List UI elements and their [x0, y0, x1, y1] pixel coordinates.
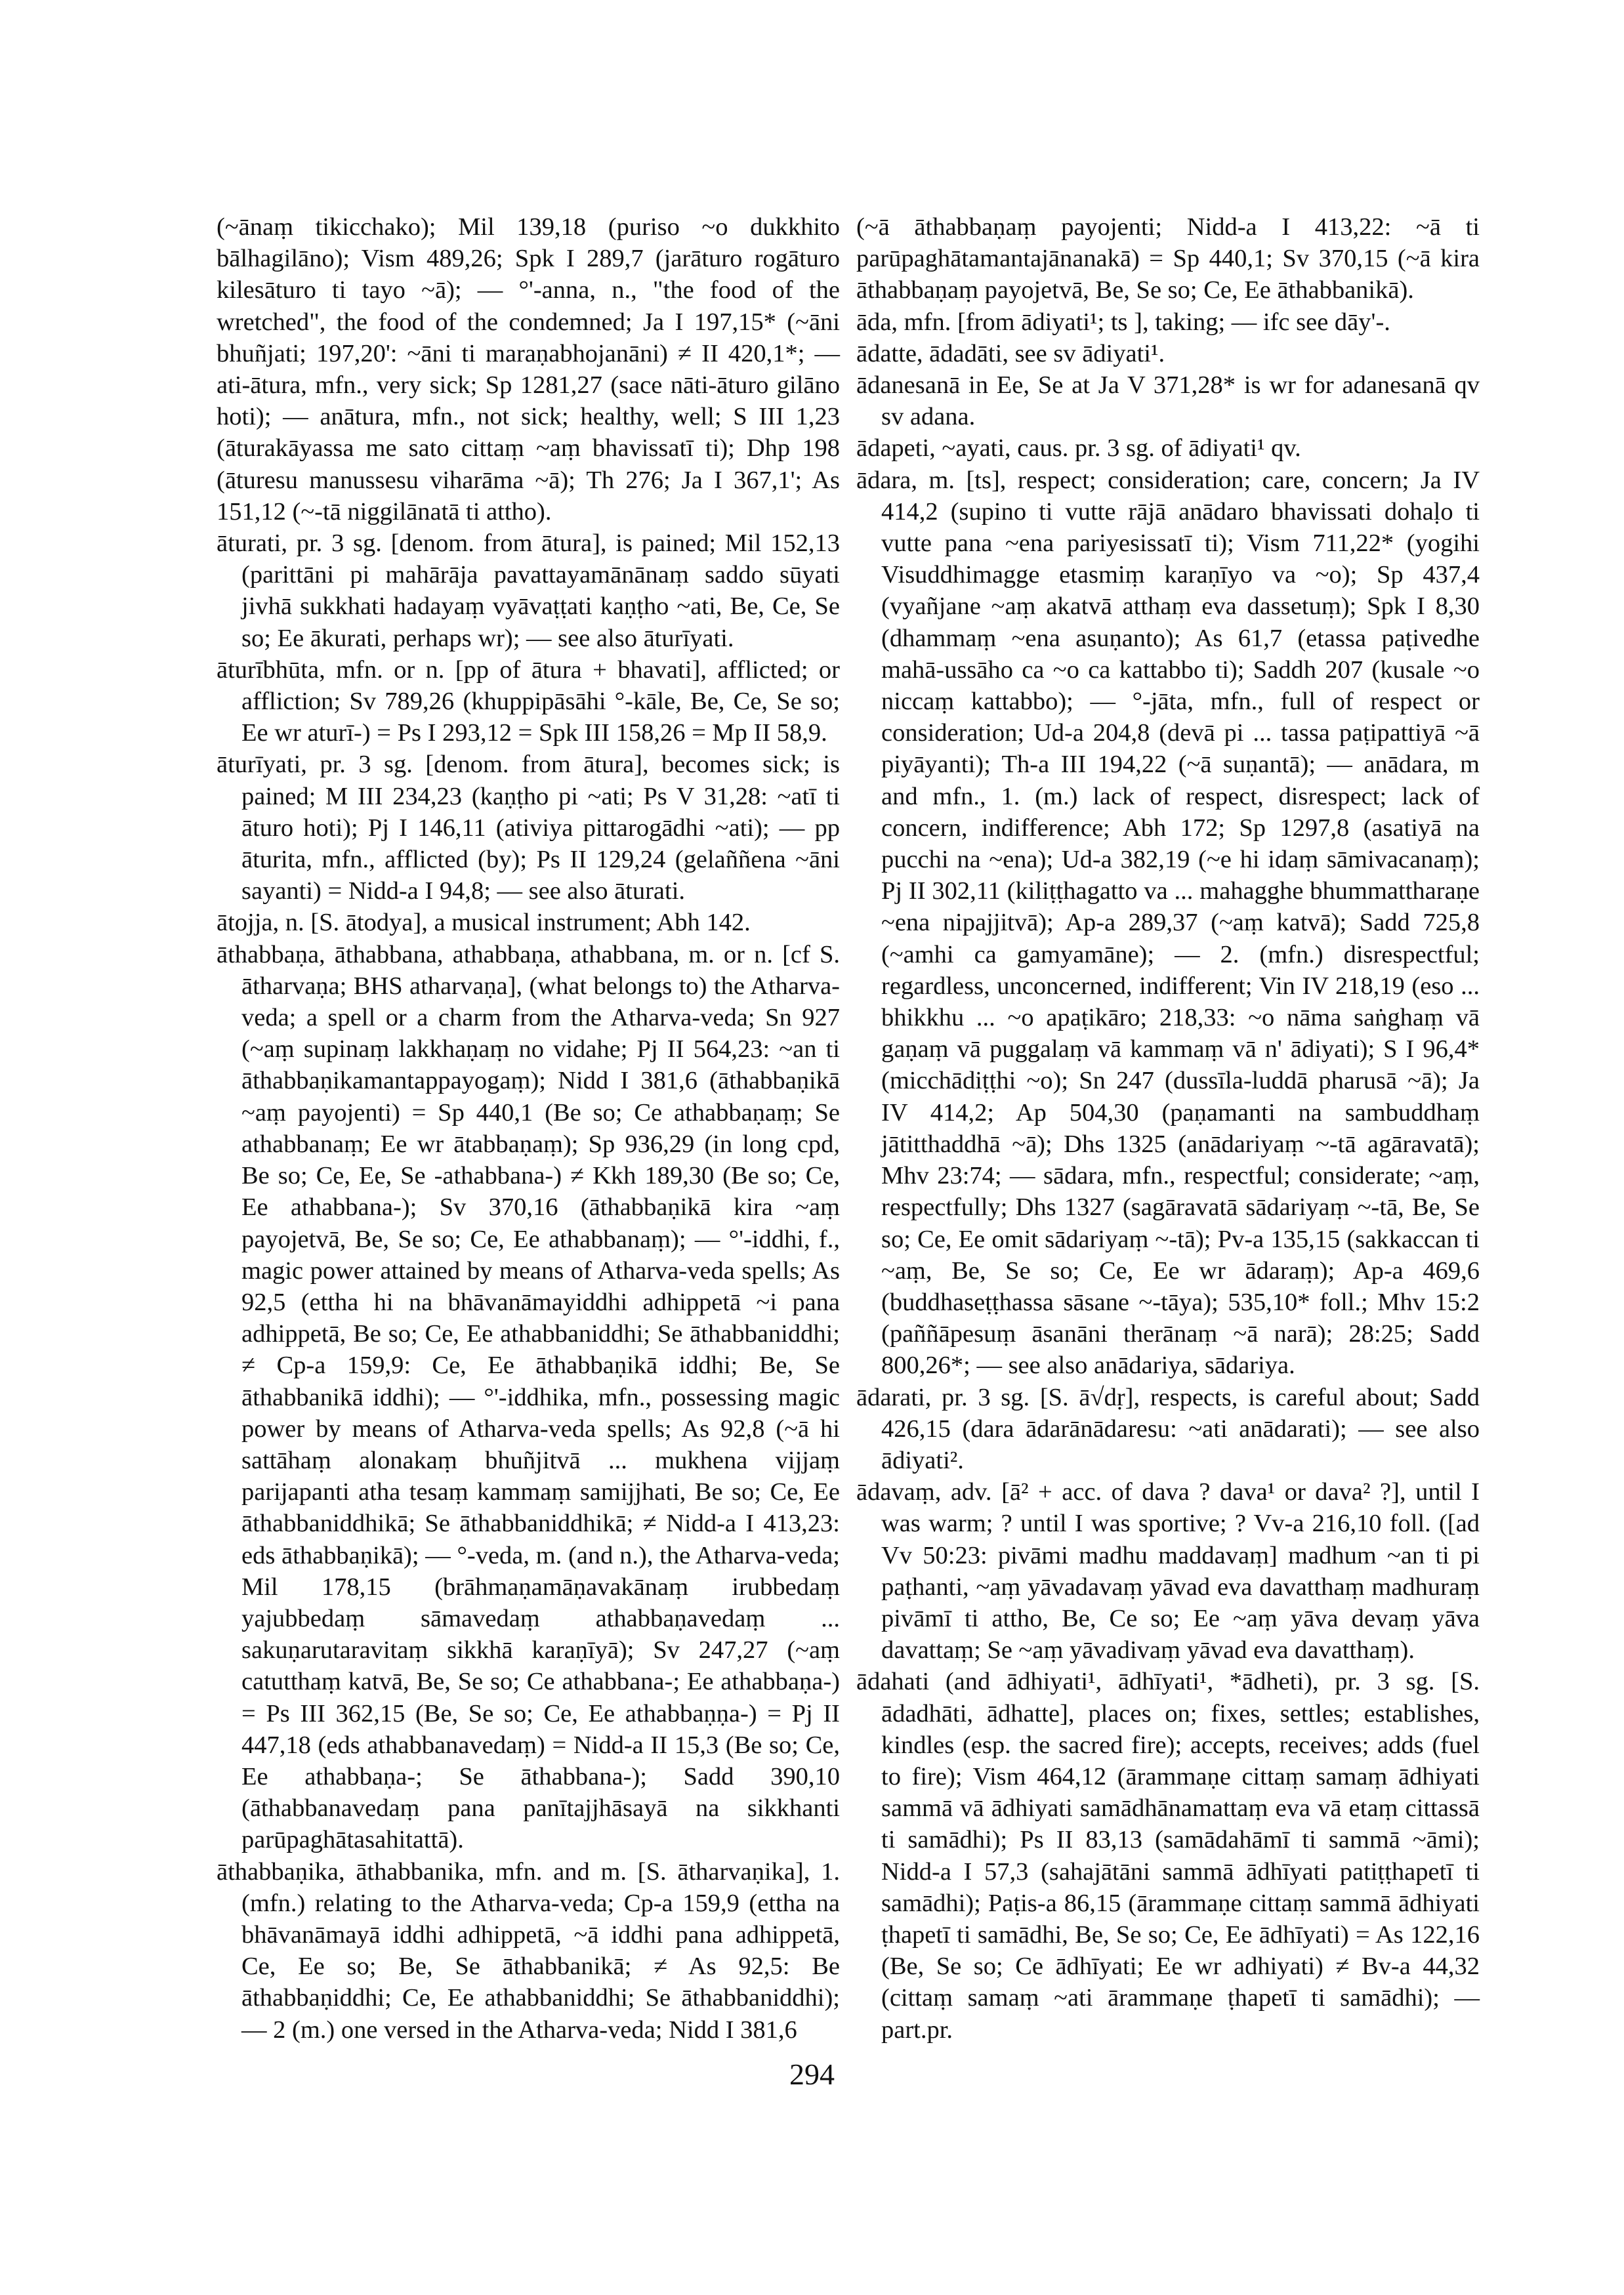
right-column — [856, 211, 1480, 2046]
page-number: 294 — [789, 2057, 835, 2091]
dictionary-entry: ādatte, ādadāti, see sv ādiyati¹. — [856, 339, 1165, 367]
dictionary-entry-continuation: (~ā āthabbaṇaṃ payojenti; Nidd-a I 413,22: ~ā ti parūpaghātamantajānanakā) = Sp 440,1; Sv 370,15 (~ā kira āthabbaṇaṃ payojetvā, Be, Se so; Ce, Ee āthabbanikā). — [856, 213, 1480, 304]
dictionary-entry: ādavaṃ, adv. [ā² + acc. of dava ? dava¹ or dava² ?], until I was warm; ? until I was sportive; ? Vv-a 216,10 foll. ([ad Vv 50:23: pivāmi madhu maddavaṃ] madhum ~an ti pi paṭhanti, ~aṃ yāvadavaṃ yāvad eva davatthaṃ madhuraṃ pivāmī ti attho, Be, Ce so; Ee ~aṃ yāva devaṃ yāva davattaṃ; Se ~aṃ yāvadivaṃ yāvad eva davatthaṃ). — [856, 1478, 1480, 1664]
dictionary-entry: ādanesanā in Ee, Se at Ja V 371,28* is wr for adanesanā qv sv adana. — [856, 371, 1480, 431]
dictionary-entry: āthabbaṇa, āthabbana, athabbaṇa, athabbana, m. or n. [cf S. ātharvaṇa; BHS atharvaṇa], (what belongs to) the Atharva-veda; a spell or a charm from the Atharva-veda; Sn 927 (~aṃ supinaṃ lakkhaṇaṃ no vidahe; Pj II 564,23: ~an ti āthabbaṇikamantappayogaṃ); Nidd I 381,6 (āthabbaṇikā ~aṃ payojenti) = Sp 440,1 (Be so; Ce athabbaṇaṃ; Se athabbanaṃ; Ee wr ātabbaṇaṃ); Sp 936,29 (in long cpd, Be so; Ce, Ee, Se -athabbana-) ≠ Kkh 189,30 (Be so; Ce, Ee athabbana-); Sv 370,16 (āthabbaṇikā kira ~aṃ payojetvā, Be, Se so; Ce, Ee athabbanaṃ); — °'-iddhi, f., magic power attained by means of Atharva-veda spells; As 92,5 (ettha hi na bhāvanāmayiddhi adhippetā ~i pana adhippetā, Be so; Ce, Ee athabbaniddhi; Se āthabbaniddhi; ≠ Cp-a 159,9: Ce, Ee āthabbaṇikā iddhi; Be, Se āthabbanikā iddhi); — °'-iddhika, mfn., possessing magic power by means of Atharva-veda spells; As 92,8 (~ā hi sattāhaṃ alonakaṃ bhuñjitvā ... mukhena vijjaṃ parijapanti atha tesaṃ kammaṃ samijjhati, Be so; Ce, Ee āthabbaniddhikā; Se āthabbaniddhikā; ≠ Nidd-a I 413,23: eds āthabbaṇikā); — °-veda, m. (and n.), the Atharva-veda; Mil 178,15 (brāhmaṇamāṇavakānaṃ irubbedaṃ yajubbedaṃ sāmavedaṃ athabbaṇavedaṃ ... sakuṇarutaravitaṃ sikkhā karaṇīyā); Sv 247,27 (~aṃ catutthaṃ katvā, Be, Se so; Ce athabbana-; Ee athabbaṇa-) = Ps III 362,15 (Be, Se so; Ce, Ee athabbaṇṇa-) = Pj II 447,18 (eds athabbanavedaṃ) = Nidd-a II 15,3 (Be so; Ce, Ee athabbaṇa-; Se āthabbana-); Sadd 390,10 (āthabbanavedaṃ pana panītajjhāsayā na sikkhanti parūpaghātasahitattā). — [217, 940, 840, 1854]
left-column — [217, 211, 840, 2046]
dictionary-entry-continuation: (~ānaṃ tikicchako); Mil 139,18 (puriso ~o dukkhito bālhagilāno); Vism 489,26; Spk I 289,7 (jarāturo rogāturo kilesāturo ti tayo ~ā); — °'-anna, n., "the food of the wretched", the food of the condemned; Ja I 197,15* (~āni bhuñjati; 197,20': ~āni ti maraṇabhojanāni) ≠ II 420,1*; — ati-ātura, mfn., very sick; Sp 1281,27 (sace nāti-āturo gilāno hoti); — anātura, mfn., not sick; healthy, well; S III 1,23 (āturakāyassa me sato cittaṃ ~aṃ bhavissatī ti); Dhp 198 (āturesu manussesu viharāma ~ā); Th 276; Ja I 367,1'; As 151,12 (~-tā niggilānatā ti attho). — [217, 213, 840, 526]
dictionary-entry: āda, mfn. [from ādiyati¹; ts ], taking; — ifc see dāy'-. — [856, 308, 1390, 336]
dictionary-entry: ādarati, pr. 3 sg. [S. ā√dṛ], respects, is careful about; Sadd 426,15 (dara ādarānādaresu: ~ati anādarati); — see also ādiyati². — [856, 1383, 1480, 1474]
dictionary-entry: āturati, pr. 3 sg. [denom. from ātura], is pained; Mil 152,13 (parittāni pi mahārāja pavattayamānānaṃ saddo sūyati jivhā sukkhati hadayaṃ vyāvaṭṭati kaṇṭho ~ati, Be, Ce, Se so; Ee ākurati, perhaps wr); — see also āturīyati. — [217, 529, 840, 652]
dictionary-entry: ādahati (and ādhiyati¹, ādhīyati¹, *ādheti), pr. 3 sg. [S. ādadhāti, ādhatte], places on; fixes, settles; establishes, kindles (esp. the sacred fire); accepts, receives; adds (fuel to fire); Vism 464,12 (ārammaṇe cittaṃ samaṃ ādhiyati sammā vā ādhiyati samādhānamattaṃ eva vā etaṃ cittassā ti samādhi); Ps II 83,13 (samādahāmī ti sammā ~āmi); Nidd-a I 57,3 (sahajātāni sammā ādhīyati patiṭṭhapetī ti samādhi); Paṭis-a 86,15 (ārammaṇe cittaṃ sammā ādhiyati ṭhapetī ti samādhi, Be, Se so; Ce, Ee ādhīyati) = As 122,16 (Be, Se so; Ce ādhīyati; Ee wr adhiyati) ≠ Bv-a 44,32 (cittaṃ samaṃ ~ati ārammaṇe ṭhapetī ti samādhi); — part.pr. — [856, 1668, 1480, 2044]
dictionary-entry: āthabbaṇika, āthabbanika, mfn. and m. [S. ātharvaṇika], 1. (mfn.) relating to the Atharva-veda; Cp-a 159,9 (ettha na bhāvanāmayā iddhi adhippetā, ~ā iddhi pana adhippetā, Ce, Ee so; Be, Se āthabbanikā; ≠ As 92,5: Be āthabbaṇiddhi; Ce, Ee athabbaniddhi; Se āthabbaniddhi); — 2 (m.) one versed in the Atharva-veda; Nidd I 381,6 — [217, 1857, 840, 2044]
dictionary-entry: āturīyati, pr. 3 sg. [denom. from ātura], becomes sick; is pained; M III 234,23 (kaṇṭho pi ~ati; Ps V 31,28: ~atī ti āturo hoti); Pj I 146,11 (ativiya pittarogādhi ~ati); — pp āturita, mfn., afflicted (by); Ps II 129,24 (gelaññena ~āni sayanti) = Nidd-a I 94,8; — see also āturati. — [217, 751, 840, 905]
dictionary-entry: ātojja, n. [S. ātodya], a musical instrument; Abh 142. — [217, 909, 751, 937]
dictionary-entry: ādapeti, ~ayati, caus. pr. 3 sg. of ādiyati¹ qv. — [856, 434, 1301, 463]
dictionary-entry: ādara, m. [ts], respect; consideration; care, concern; Ja IV 414,2 (supino ti vutte rājā anādaro bhavissati dohaḷo ti vutte pana ~ena pariyesissatī ti); Vism 711,22* (yogihi Visuddhimagge etasmiṃ karaṇīyo va ~o); Sp 437,4 (vyañjane ~aṃ akatvā atthaṃ eva dassetuṃ); Spk I 8,30 (dhammaṃ ~ena asuṇanto); As 61,7 (etassa paṭivedhe mahā-ussāho ca ~o ca kattabbo ti); Saddh 207 (kusale ~o niccaṃ kattabbo); — °-jāta, mfn., full of respect or consideration; Ud-a 204,8 (devā pi ... tassa paṭipattiyā ~ā piyāyanti); Th-a III 194,22 (~ā suṇantā); — anādara, m and mfn., 1. (m.) lack of respect, disrespect; lack of concern, indifference; Abh 172; Sp 1297,8 (asatiyā na pucchi na ~ena); Ud-a 382,19 (~e hi idaṃ sāmivacanaṃ); Pj II 302,11 (kiliṭṭhagatto va ... mahagghe bhummattharaṇe ~ena nipajjitvā); Ap-a 289,37 (~aṃ katvā); Sadd 725,8 (~amhi ca gamyamāne); — 2. (mfn.) disrespectful; regardless, unconcerned, indifferent; Vin IV 218,19 (eso ... bhikkhu ... ~o apaṭikāro; 218,33: ~o nāma saṅghaṃ vā gaṇaṃ vā puggalaṃ vā kammaṃ vā n' ādiyati); S I 96,4* (micchādiṭṭhi ~o); Sn 247 (dussīla-luddā pharusā ~ā); Ja IV 414,2; Ap 504,30 (paṇamanti na sambuddhaṃ jātitthaddhā ~ā); Dhs 1325 (anādariyaṃ ~-tā agāravatā); Mhv 23:74; — sādara, mfn., respectful; considerate; ~aṃ, respectfully; Dhs 1327 (sagāravatā sādariyaṃ ~-tā, Be, Se so; Ce, Ee omit sādariyaṃ ~-tā); Pv-a 135,15 (sakkaccan ti ~aṃ, Be, Se so; Ce, Ee wr ādaraṃ); Ap-a 469,6 (buddhaseṭṭhassa sāsane ~-tāya); 535,10* foll.; Mhv 15:2 (paññāpesuṃ āsanāni therānaṃ ~ā narā); 28:25; Sadd 800,26*; — see also anādariya, sādariya. — [856, 466, 1480, 1380]
dictionary-entry: āturībhūta, mfn. or n. [pp of ātura + bhavati], afflicted; or affliction; Sv 789,26 (khuppipāsāhi °-kāle, Be, Ce, Se so; Ee wr aturī-) = Ps I 293,12 = Spk III 158,26 = Mp II 58,9. — [217, 655, 840, 747]
